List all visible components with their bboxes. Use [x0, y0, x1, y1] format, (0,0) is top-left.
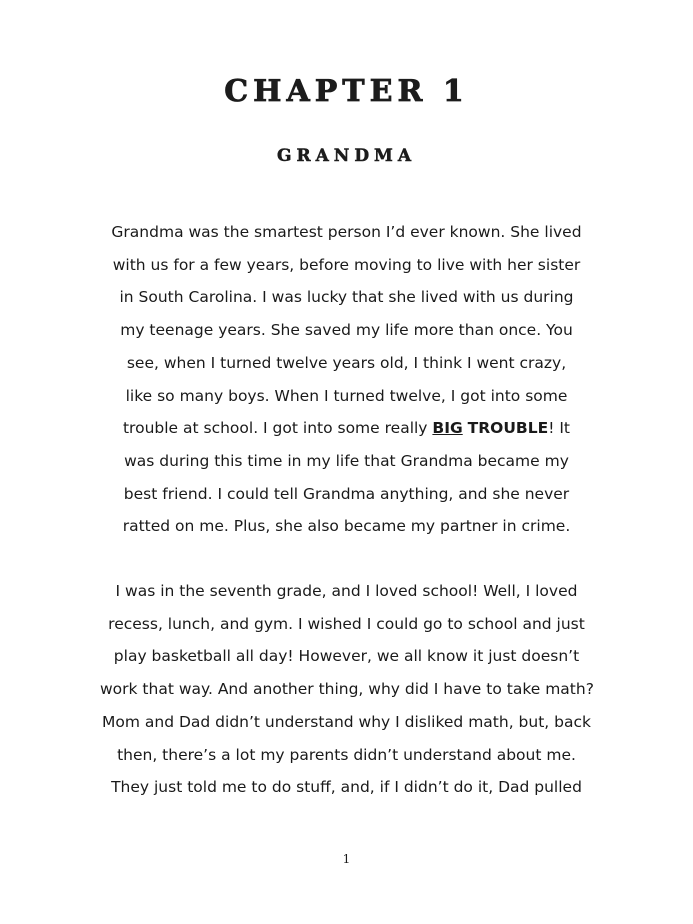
paragraph-line: like so many boys. When I turned twelve, I got into some [125, 386, 568, 405]
paragraph-line: They just told me to do stuff, and, if I didn’t do it, Dad pulled [111, 778, 582, 797]
paragraph-2 [100, 575, 593, 804]
chapter-subtitle: GRANDMA [276, 146, 417, 166]
paragraph-line: Mom and Dad didn’t understand why I disliked math, but, back [102, 712, 591, 731]
paragraph-line-emphasis [100, 412, 593, 445]
paragraph-line: my teenage years. She saved my life more than once. You [120, 321, 573, 340]
paragraph-line: play basketball all day! However, we all know it just doesn’t [113, 647, 580, 666]
paragraph-line: I was in the seventh grade, and I loved school! Well, I loved [115, 582, 578, 600]
paragraph-line: see, when I turned twelve years old, I think I went crazy, [126, 353, 567, 372]
chapter-title: CHAPTER 1 [224, 74, 469, 109]
paragraph-line: recess, lunch, and gym. I wished I could go to school and just [108, 614, 585, 633]
big-emphasis: BIG [432, 419, 463, 438]
trouble-emphasis: TROUBLE [467, 419, 549, 438]
paragraph-line: ratted on me. Plus, she also became my partner in crime. [122, 517, 571, 536]
paragraph-line: work that way. And another thing, why did I have to take math? [100, 680, 594, 699]
paragraph-line: was during this time in my life that Grandma became my [124, 451, 569, 470]
paragraph-line: in South Carolina. I was lucky that she lived with us during [119, 288, 574, 307]
paragraph-line: then, there’s a lot my parents didn’t understand about me. [117, 745, 576, 764]
paragraph-line: best friend. I could tell Grandma anything, and she never [123, 484, 570, 503]
paragraph-1 [100, 216, 593, 543]
line-text: ! It [548, 419, 571, 438]
paragraph-line: with us for a few years, before moving to live with her sister [112, 255, 581, 274]
page-number: 1 [342, 852, 351, 866]
paragraph-line: Grandma was the smartest person I’d ever known. She lived [111, 223, 582, 241]
line-text: trouble at school. I got into some really [122, 419, 433, 438]
